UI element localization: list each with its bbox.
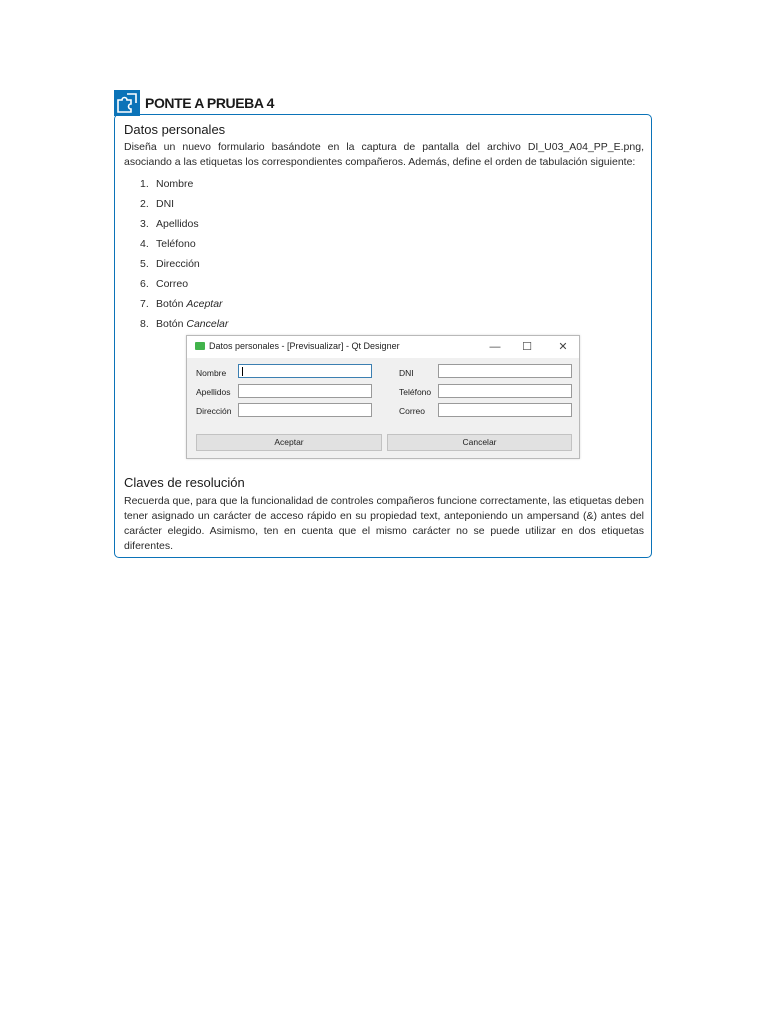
correo-input[interactable] bbox=[438, 403, 572, 417]
section-title-datos: Datos personales bbox=[124, 122, 226, 137]
text-caret bbox=[242, 367, 243, 376]
list-item: 4. Teléfono bbox=[140, 238, 196, 250]
label-nombre: Nombre bbox=[196, 368, 227, 378]
qt-app-icon bbox=[195, 342, 205, 350]
dni-input[interactable] bbox=[438, 364, 572, 378]
close-icon[interactable]: ✕ bbox=[558, 341, 568, 353]
label-correo: Correo bbox=[399, 406, 425, 416]
list-item: 2. DNI bbox=[140, 198, 175, 210]
label-dni: DNI bbox=[399, 368, 414, 378]
claves-paragraph: Recuerda que, para que la funcionalidad de controles compañeros funcione correctamente, las etiquetas deben tener asignado un carácter de acceso rápido en su propiedad text, anteponiendo un ampersand (&) antes del carácter elegido. Asimismo, ten en cuenta que el mismo carácter no se puede utilizar en dos etiquetas diferentes. bbox=[124, 495, 644, 552]
tab-order-list bbox=[140, 176, 228, 336]
dialog-title: Datos personales - [Previsualizar] - Qt Designer bbox=[209, 341, 400, 351]
list-item: 1. Nombre bbox=[140, 178, 194, 190]
list-item: 8. Botón Cancelar bbox=[140, 318, 229, 330]
telefono-input[interactable] bbox=[438, 384, 572, 398]
qt-dialog-screenshot bbox=[186, 335, 580, 459]
section-title-claves: Claves de resolución bbox=[124, 475, 245, 490]
maximize-icon[interactable]: ☐ bbox=[522, 341, 532, 353]
list-item: 5. Dirección bbox=[140, 258, 200, 270]
accept-button[interactable]: Aceptar bbox=[196, 434, 382, 451]
activity-title: PONTE A PRUEBA 4 bbox=[145, 95, 274, 111]
cancel-button[interactable]: Cancelar bbox=[387, 434, 572, 451]
list-item: 6. Correo bbox=[140, 278, 189, 290]
nombre-input[interactable] bbox=[238, 364, 372, 378]
label-direccion: Dirección bbox=[196, 406, 232, 416]
puzzle-icon bbox=[114, 90, 140, 116]
list-item: 3. Apellidos bbox=[140, 218, 199, 230]
intro-paragraph: Diseña un nuevo formulario basándote en la captura de pantalla del archivo DI_U03_A04_PP_E.png, asociando a las etiquetas los correspondientes compañeros. Además, define el orden de tabulación siguiente: bbox=[124, 141, 644, 168]
direccion-input[interactable] bbox=[238, 403, 372, 417]
minimize-icon[interactable]: — bbox=[489, 341, 501, 353]
apellidos-input[interactable] bbox=[238, 384, 372, 398]
label-telefono: Teléfono bbox=[399, 387, 432, 397]
dialog-titlebar[interactable] bbox=[187, 336, 579, 358]
label-apellidos: Apellidos bbox=[196, 387, 231, 397]
list-item: 7. Botón Aceptar bbox=[140, 298, 223, 310]
activity-header bbox=[114, 90, 654, 116]
